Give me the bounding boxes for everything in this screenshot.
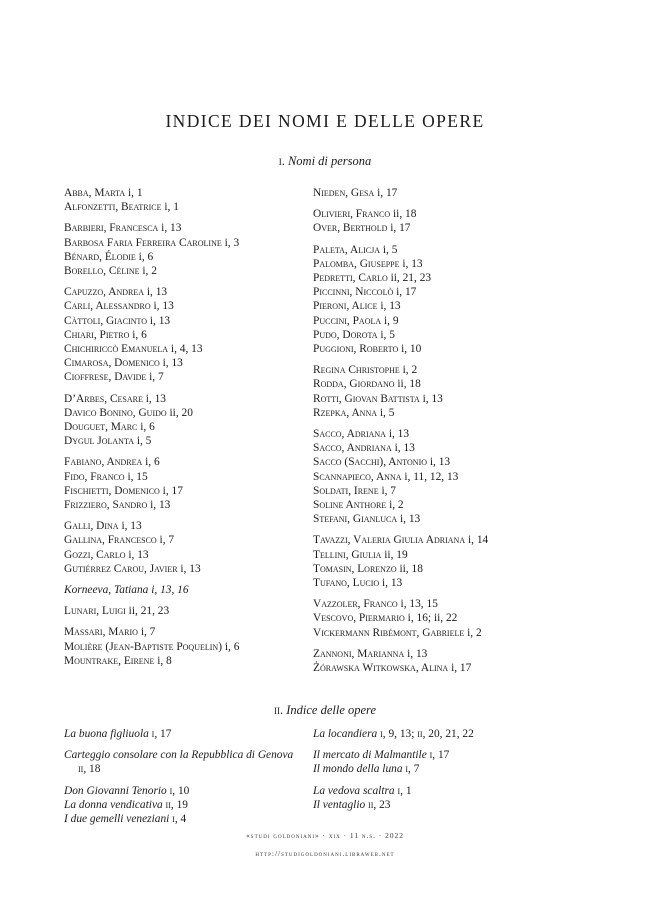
index-group	[64, 285, 336, 384]
page-refs: i, 6	[137, 421, 155, 434]
page-refs: i, 13	[399, 257, 423, 270]
person-name: Dygul Jolanta	[64, 435, 134, 448]
page-refs: i, 13	[385, 428, 410, 441]
page-refs: i, 5	[377, 328, 395, 341]
page-refs: i, 6	[129, 328, 147, 341]
person-name: Alfonzetti, Beatrice	[64, 201, 162, 214]
persons-left-column	[64, 186, 336, 675]
index-entry	[313, 314, 585, 328]
page-refs: i, 13	[125, 548, 149, 561]
index-group	[313, 207, 585, 235]
index-entry	[64, 328, 336, 342]
index-entry	[313, 207, 585, 221]
page-refs: i, 17	[374, 187, 398, 199]
index-entry	[313, 470, 585, 484]
work-entry	[313, 784, 585, 798]
person-name: Palomba, Giuseppe	[313, 257, 400, 270]
work-entry	[64, 748, 336, 776]
person-name: Massari, Mario	[64, 626, 138, 639]
index-entry	[64, 200, 336, 214]
page-refs: i, 17	[159, 484, 183, 497]
index-group	[64, 727, 336, 741]
person-name: Bénard, Élodie	[64, 250, 136, 263]
index-entry	[64, 583, 336, 597]
page-refs: i, 2	[386, 499, 404, 512]
page-refs: i, 11, 12, 13	[401, 470, 459, 483]
index-entry	[313, 377, 585, 391]
work-title: Il mondo della luna	[313, 763, 403, 776]
page-refs: i, 1	[125, 187, 143, 199]
person-name: Barbosa Faria Ferreira Caroline	[64, 236, 222, 249]
index-entry	[64, 484, 336, 498]
footer-journal: «studi goldoniani» · xix · 11 n.s. · 2022	[246, 831, 404, 840]
page-refs: i, 5	[133, 435, 152, 448]
page-refs: i, 13	[379, 577, 403, 590]
page-refs: ii, 19	[381, 548, 408, 561]
index-entry	[313, 661, 585, 675]
person-name: Frizziero, Sandro	[64, 499, 148, 512]
section-title: Nomi di persona	[287, 154, 372, 168]
page-refs: i, 7	[156, 534, 175, 547]
index-group	[64, 748, 336, 776]
page-refs: i, 10	[398, 343, 422, 356]
page-title: INDICE DEI NOMI E DELLE OPERE	[165, 111, 485, 131]
index-entry	[313, 576, 585, 590]
person-name: Fischietti, Domenico	[64, 484, 160, 497]
person-name: Sacco (Sacchi), Antonio	[313, 456, 428, 469]
person-name: Vescovo, Piermario	[313, 612, 405, 625]
works-right-column	[313, 727, 585, 819]
page-refs: i, 13	[158, 222, 182, 235]
index-group	[64, 625, 336, 668]
index-entry	[313, 328, 585, 342]
index-entry	[313, 392, 585, 406]
page-refs: i, 2	[464, 626, 482, 639]
index-entry	[64, 562, 336, 576]
index-group	[64, 519, 336, 576]
page-refs: i, 13, 15	[397, 598, 438, 611]
work-entry	[64, 798, 336, 812]
index-entry	[64, 314, 336, 328]
index-entry	[313, 342, 585, 356]
person-name: Soline Anthore	[313, 499, 387, 512]
page-refs: i, 17	[426, 749, 450, 762]
page-refs: i, 17	[148, 728, 172, 740]
person-name: Cimarosa, Domenico	[64, 357, 160, 370]
index-entry	[313, 285, 585, 299]
index-group	[313, 647, 585, 675]
index-entry	[313, 427, 585, 441]
page-refs: i, 7	[146, 371, 164, 384]
page-refs: ii, 18	[396, 562, 423, 575]
page-refs: ii, 18	[394, 378, 421, 391]
page-refs: i, 13	[118, 520, 142, 533]
persons-right-column	[313, 186, 585, 682]
index-entry	[313, 271, 585, 285]
index-group	[64, 392, 336, 449]
work-entry	[313, 727, 585, 741]
person-name: Capuzzo, Andrea	[64, 286, 144, 299]
index-group	[313, 186, 585, 200]
person-name: Rotti, Giovan Battista	[313, 392, 420, 405]
person-name: Pudo, Dorota	[313, 328, 378, 341]
index-group	[313, 727, 585, 741]
person-name: Douguet, Marc	[64, 421, 138, 434]
person-name: Puggioni, Roberto	[313, 343, 399, 356]
page-refs: i, 6	[142, 456, 160, 469]
person-name: Puccini, Paola	[313, 314, 382, 327]
works-left-column	[64, 727, 336, 833]
page-refs: i, 13	[142, 392, 166, 405]
page-refs: i, 2	[399, 364, 418, 377]
section-title: Indice delle opere	[286, 703, 377, 717]
work-title: Carteggio consolare con la Repubblica di Genova	[64, 749, 294, 762]
person-name: Over, Berthold	[313, 222, 388, 235]
person-name: Soldati, Irene	[313, 484, 379, 497]
work-title: Il mercato di Malmantile	[313, 749, 427, 762]
person-name: Molière (Jean-Baptiste Poquelin)	[64, 640, 222, 653]
index-entry	[313, 455, 585, 469]
page-refs: i, 13, 16	[148, 584, 189, 597]
index-entry	[64, 519, 336, 533]
index-entry	[313, 243, 585, 257]
index-group	[64, 221, 336, 278]
index-entry	[313, 626, 585, 640]
index-entry	[64, 186, 336, 200]
index-entry	[64, 392, 336, 406]
index-group	[64, 583, 336, 597]
index-group	[313, 748, 585, 776]
index-entry	[64, 498, 336, 512]
index-group	[64, 186, 336, 214]
page-refs: i, 13	[144, 286, 168, 299]
person-name: Gallina, Francesco	[64, 534, 157, 547]
index-entry	[313, 221, 585, 235]
page-refs: i, 9, 13; ii, 20, 21, 22	[377, 728, 474, 740]
person-name: Pedretti, Carlo	[313, 272, 388, 285]
page-refs: i, 9	[381, 314, 399, 327]
page-refs: i, 13	[150, 300, 174, 313]
person-name: Rzepka, Anna	[313, 406, 377, 419]
index-entry	[313, 498, 585, 512]
page-refs: i, 6	[135, 250, 154, 263]
person-name: Sacco, Adriana	[313, 428, 386, 441]
index-entry	[64, 342, 336, 356]
section-number: i.	[278, 154, 285, 168]
page-refs: i, 13	[377, 300, 401, 313]
person-name: Scannapieco, Anna	[313, 470, 402, 483]
page-refs: i, 13	[397, 513, 421, 526]
person-name: Tomasin, Lorenzo	[313, 562, 397, 575]
page-refs: ii, 19	[162, 798, 188, 811]
index-entry	[313, 512, 585, 526]
person-name: D’Arbes, Cesare	[64, 392, 143, 405]
page-refs: ii, 18	[390, 208, 417, 221]
page-refs: i, 13	[404, 647, 428, 660]
person-name: Pieroni, Alice	[313, 300, 378, 313]
person-name: Borello, Céline	[64, 265, 140, 278]
page-refs: i, 17	[448, 662, 472, 675]
page-refs: i, 6	[222, 640, 240, 653]
page-refs: i, 13	[147, 314, 171, 327]
person-name: Regina Christophe	[313, 364, 400, 377]
person-name: Paleta, Alicja	[313, 243, 380, 256]
person-name: Barbieri, Francesca	[64, 222, 159, 235]
index-group	[313, 427, 585, 526]
page-refs: i, 13	[427, 456, 451, 469]
index-entry	[64, 470, 336, 484]
index-entry	[64, 250, 336, 264]
person-name: Zannoni, Marianna	[313, 647, 405, 660]
person-name: Piccinni, Niccolò	[313, 286, 394, 299]
person-name: Fido, Franco	[64, 470, 125, 483]
index-entry	[313, 406, 585, 420]
index-entry	[313, 186, 585, 200]
work-entry	[313, 798, 585, 812]
page-refs: ii, 20	[166, 406, 193, 419]
page-refs: i, 15	[124, 470, 148, 483]
index-entry	[64, 236, 336, 250]
work-title: Don Giovanni Tenorio	[64, 784, 167, 797]
page-refs: i, 13	[159, 357, 183, 370]
index-entry	[313, 562, 585, 576]
page-refs: i, 5	[379, 243, 398, 256]
person-name: Chichiriccò Emanuela	[64, 343, 169, 356]
index-entry	[64, 264, 336, 278]
work-entry	[64, 727, 336, 741]
person-name: Càttoli, Giacinto	[64, 314, 147, 327]
index-entry	[64, 406, 336, 420]
footer-url: http://studigoldoniani.libraweb.net	[255, 849, 395, 858]
work-title: La donna vendicativa	[64, 798, 163, 811]
index-group	[313, 597, 585, 640]
page-refs: i, 2	[139, 265, 157, 278]
index-entry	[313, 484, 585, 498]
page-refs: i, 8	[154, 654, 172, 667]
work-entry	[313, 748, 585, 762]
index-entry	[64, 285, 336, 299]
page-refs: i, 14	[465, 534, 489, 547]
index-entry	[313, 257, 585, 271]
page-refs: i, 4	[169, 813, 187, 826]
index-entry	[313, 441, 585, 455]
person-name: Nieden, Gesa	[313, 187, 375, 199]
page-refs: i, 17	[387, 222, 411, 235]
page-refs-continued: ii, 18	[78, 763, 101, 776]
index-group	[313, 363, 585, 420]
person-name: Galli, Dina	[64, 520, 119, 533]
person-name: Carli, Alessandro	[64, 300, 151, 313]
index-entry	[64, 370, 336, 384]
page-refs: ii, 23	[365, 798, 391, 811]
person-name: Tavazzi, Valeria Giulia Adriana	[313, 534, 466, 547]
person-name: Tufano, Lucio	[313, 577, 380, 590]
index-entry	[64, 299, 336, 313]
person-name: Rodda, Giordano	[313, 378, 395, 391]
index-group	[64, 784, 336, 827]
page-refs: i, 13	[391, 442, 415, 455]
page-refs: i, 4, 13	[168, 343, 203, 356]
person-name: Fabiano, Andrea	[64, 456, 143, 469]
index-entry	[64, 420, 336, 434]
page-refs: i, 5	[377, 406, 395, 419]
page-refs: i, 1	[161, 201, 179, 214]
person-name: Vazzoler, Franco	[313, 598, 398, 611]
page-refs: i, 3	[221, 236, 240, 249]
person-name: Olivieri, Franco	[313, 208, 391, 221]
index-entry	[313, 548, 585, 562]
work-title: La locandiera	[313, 728, 378, 740]
page-refs: ii, 21, 23	[125, 605, 170, 618]
section-heading-works	[0, 703, 650, 718]
person-name: Cioffrese, Davide	[64, 371, 147, 384]
person-name: Chiari, Pietro	[64, 328, 130, 341]
page-refs: i, 10	[166, 784, 190, 797]
person-name: Korneeva, Tatiana	[64, 584, 149, 597]
person-name: Abba, Marta	[64, 187, 126, 199]
page-refs: i, 7	[137, 626, 156, 639]
page-refs: i, 7	[378, 484, 396, 497]
person-name: Gutiérrez Carou, Javier	[64, 562, 178, 575]
index-group	[313, 533, 585, 590]
index-group	[64, 455, 336, 512]
person-name: Żórawska Witkowska, Alina	[313, 662, 449, 675]
work-title: La vedova scaltra	[313, 784, 395, 797]
page-refs: i, 7	[402, 763, 420, 776]
work-title: Il ventaglio	[313, 798, 366, 811]
index-entry	[64, 221, 336, 235]
person-name: Mountrake, Eirene	[64, 654, 155, 667]
work-entry	[313, 762, 585, 776]
page-refs: i, 13	[419, 392, 443, 405]
index-entry	[313, 533, 585, 547]
index-entry	[64, 434, 336, 448]
index-entry	[64, 654, 336, 668]
index-entry	[313, 299, 585, 313]
index-entry	[64, 548, 336, 562]
section-number: ii.	[273, 703, 284, 717]
person-name: Davico Bonino, Guido	[64, 406, 167, 419]
person-name: Stefani, Gianluca	[313, 513, 398, 526]
person-name: Tellini, Giulia	[313, 548, 382, 561]
work-title: La buona figliuola	[64, 728, 149, 740]
index-entry	[64, 356, 336, 370]
work-entry	[64, 812, 336, 826]
index-group	[313, 784, 585, 812]
index-entry	[313, 611, 585, 625]
person-name: Sacco, Andriana	[313, 442, 392, 455]
page-refs: i, 13	[147, 499, 171, 512]
index-entry	[313, 597, 585, 611]
person-name: Gozzi, Carlo	[64, 548, 126, 561]
index-group	[64, 604, 336, 618]
section-heading-persons	[0, 154, 650, 169]
work-title: I due gemelli veneziani	[64, 813, 170, 826]
page-refs: i, 1	[394, 784, 412, 797]
person-name: Lunari, Luigi	[64, 605, 126, 618]
page-refs: i, 13	[177, 562, 201, 575]
index-group	[313, 243, 585, 357]
index-entry	[313, 647, 585, 661]
index-entry	[64, 533, 336, 547]
person-name: Vickermann Ribémont, Gabriele	[313, 626, 465, 639]
work-entry	[64, 784, 336, 798]
index-entry	[64, 604, 336, 618]
page-refs: i, 17	[393, 286, 417, 299]
page-refs: ii, 21, 23	[387, 272, 432, 285]
page-refs: i, 16; ii, 22	[404, 612, 458, 625]
index-entry	[64, 640, 336, 654]
index-entry	[64, 455, 336, 469]
index-entry	[313, 363, 585, 377]
index-entry	[64, 625, 336, 639]
